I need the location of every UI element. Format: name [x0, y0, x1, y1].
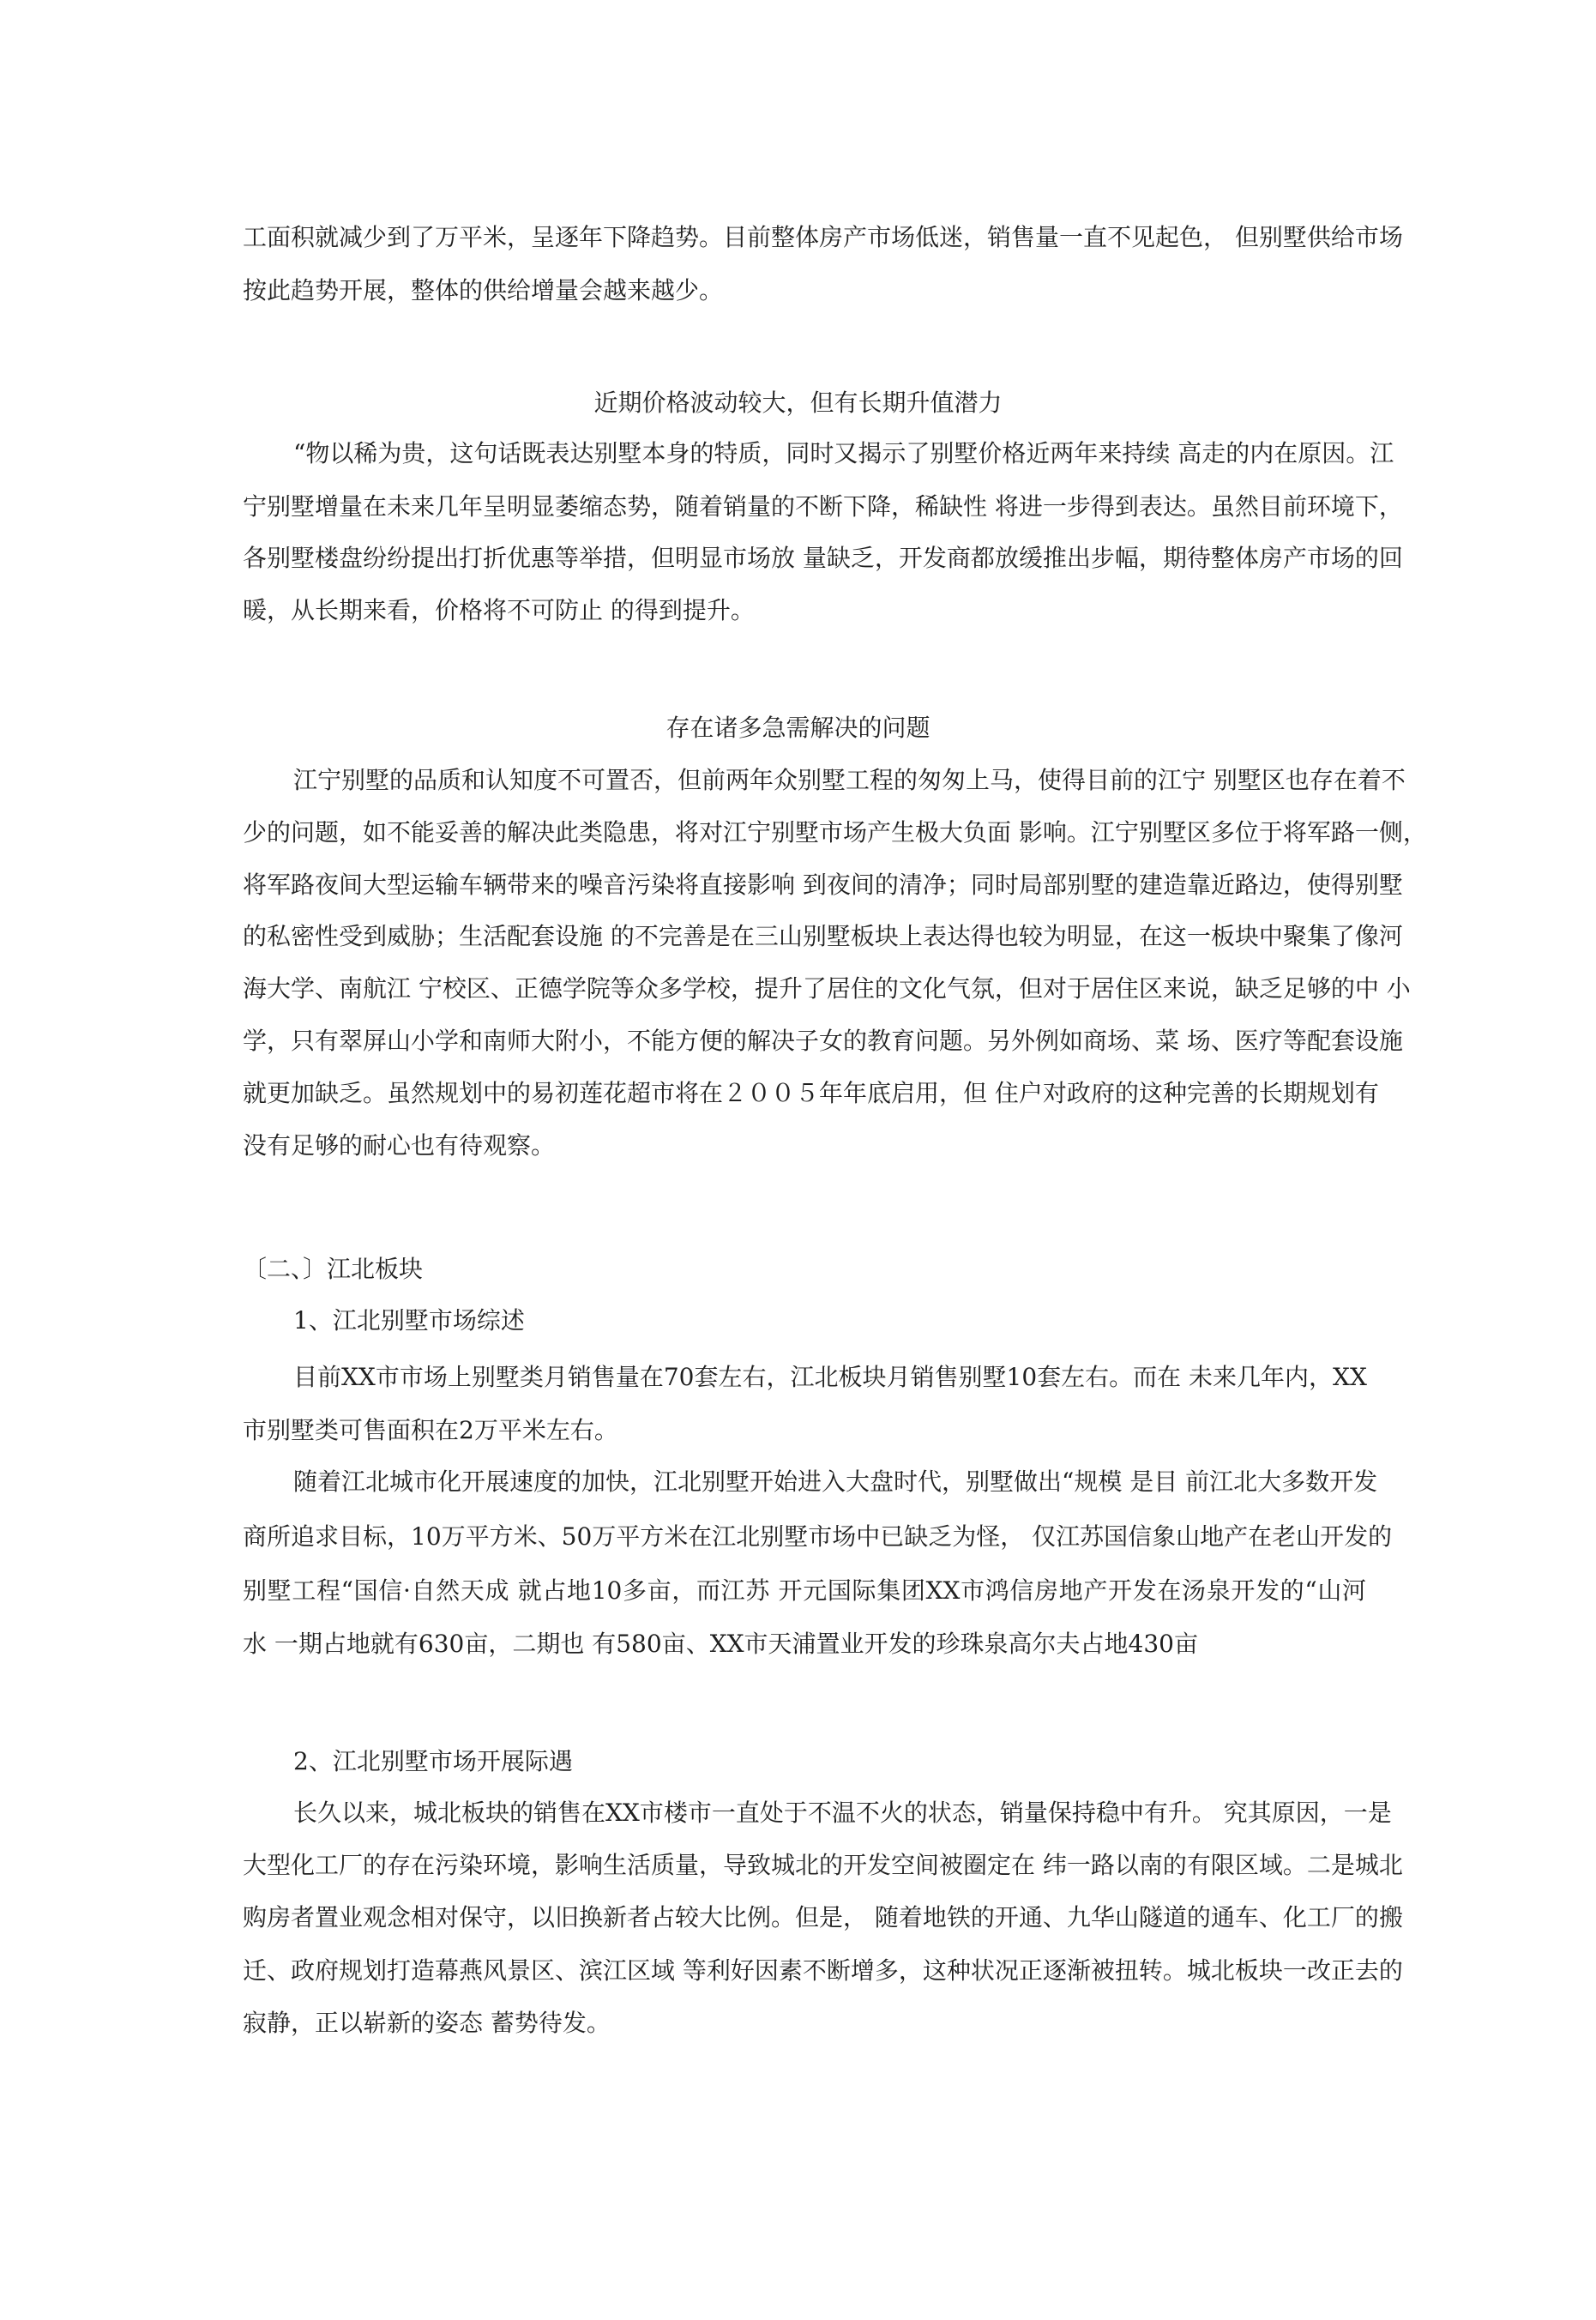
body-line: 购房者置业观念相对保守，以旧换新者占较大比例。但是， 随着地铁的开通、九华山隧道的通车、化工厂的搬	[243, 1903, 1403, 1931]
body-line: 暖，从长期来看，价格将不可防止 的得到提升。	[243, 596, 755, 624]
body-line: “物以稀为贵，这句话既表达别墅本身的特质，同时又揭示了别墅价格近两年来持续 高走的内在原因。江	[293, 439, 1394, 467]
body-line: 江宁别墅的品质和认知度不可置否，但前两年众别墅工程的匆匆上马，使得目前的江宁 别墅区也存在着不	[293, 766, 1406, 794]
body-line: 商所追求目标，10万平方米、50万平方米在江北别墅市场中已缺乏为怪， 仅江苏国信象山地产在老山开发的	[243, 1522, 1393, 1551]
body-line: 宁别墅增量在未来几年呈明显萎缩态势，随着销量的不断下降，稀缺性 将进一步得到表达。虽然目前环境下，	[243, 492, 1403, 521]
body-line: 寂静，正以崭新的姿态 蓄势待发。	[243, 2009, 611, 2037]
body-line: 迁、政府规划打造幕燕风景区、滨江区域 等利好因素不断增多，这种状况正逐渐被扭转。城北板块一改正去的	[243, 1956, 1403, 1985]
body-line: 海大学、南航江 宁校区、正德学院等众多学校，提升了居住的文化气氛，但对于居住区来说，缺乏足够的中 小	[243, 974, 1411, 1003]
body-line: 少的问题，如不能妥善的解决此类隐患，将对江宁别墅市场产生极大负面 影响。江宁别墅区多位于将军路一侧，	[243, 818, 1427, 847]
section-heading: 〔二、〕江北板块	[243, 1255, 424, 1283]
body-line: 随着江北城市化开展速度的加快，江北别墅开始进入大盘时代，别墅做出“规模 是目 前江北大多数开发	[293, 1467, 1378, 1496]
body-line: 将军路夜间大型运输车辆带来的噪音污染将直接影响 到夜间的清净；同时局部别墅的建造靠近路边，使得别墅	[243, 871, 1403, 899]
body-line: 市别墅类可售面积在2万平米左右。	[243, 1416, 618, 1444]
body-line: 长久以来，城北板块的销售在XX市楼市一直处于不温不火的状态，销量保持稳中有升。 究其原因，一是	[293, 1799, 1392, 1827]
body-line: 别墅工程“国信·自然天成 就占地10多亩，而江苏 开元国际集团XX市鸿信房地产开发在汤泉开发的“山河	[243, 1576, 1366, 1605]
body-line: 工面积就减少到了万平米，呈逐年下降趋势。目前整体房产市场低迷，销售量一直不见起色， 但别墅供给市场	[243, 223, 1403, 251]
body-line: 水 一期占地就有630亩，二期也 有580亩、XX市天浦置业开发的珍珠泉高尔夫占地430亩	[243, 1630, 1199, 1658]
body-line: 按此趋势开展，整体的供给增量会越来越少。	[243, 276, 724, 304]
body-line: 就更加缺乏。虽然规划中的易初莲花超市将在２００５年年底启用，但 住户对政府的这种完善的长期规划有	[243, 1079, 1379, 1107]
body-line: 目前XX市市场上别墅类月销售量在70套左右，江北板块月销售别墅10套左右。而在 未来几年内，XX	[293, 1363, 1367, 1391]
body-line: 大型化工厂的存在污染环境，影响生活质量，导致城北的开发空间被圈定在 纬一路以南的有限区域。二是城北	[243, 1851, 1403, 1879]
body-line: 的私密性受到威胁；生活配套设施 的不完善是在三山别墅板块上表达得也较为明显，在这一板块中聚集了像河	[243, 922, 1403, 950]
body-line: 没有足够的耐心也有待观察。	[243, 1131, 556, 1160]
subsection-heading: 2、江北别墅市场开展际遇	[293, 1747, 573, 1775]
body-line: 学，只有翠屏山小学和南师大附小，不能方便的解决子女的教育问题。另外例如商场、菜 场、医疗等配套设施	[243, 1027, 1403, 1055]
section-heading: 存在诸多急需解决的问题	[666, 714, 930, 742]
section-heading: 近期价格波动较大，但有长期升值潜力	[593, 389, 1003, 417]
subsection-heading: 1、江北别墅市场综述	[293, 1306, 525, 1335]
body-line: 各别墅楼盘纷纷提出打折优惠等举措，但明显市场放 量缺乏，开发商都放缓推出步幅，期待整体房产市场的回	[243, 544, 1403, 572]
